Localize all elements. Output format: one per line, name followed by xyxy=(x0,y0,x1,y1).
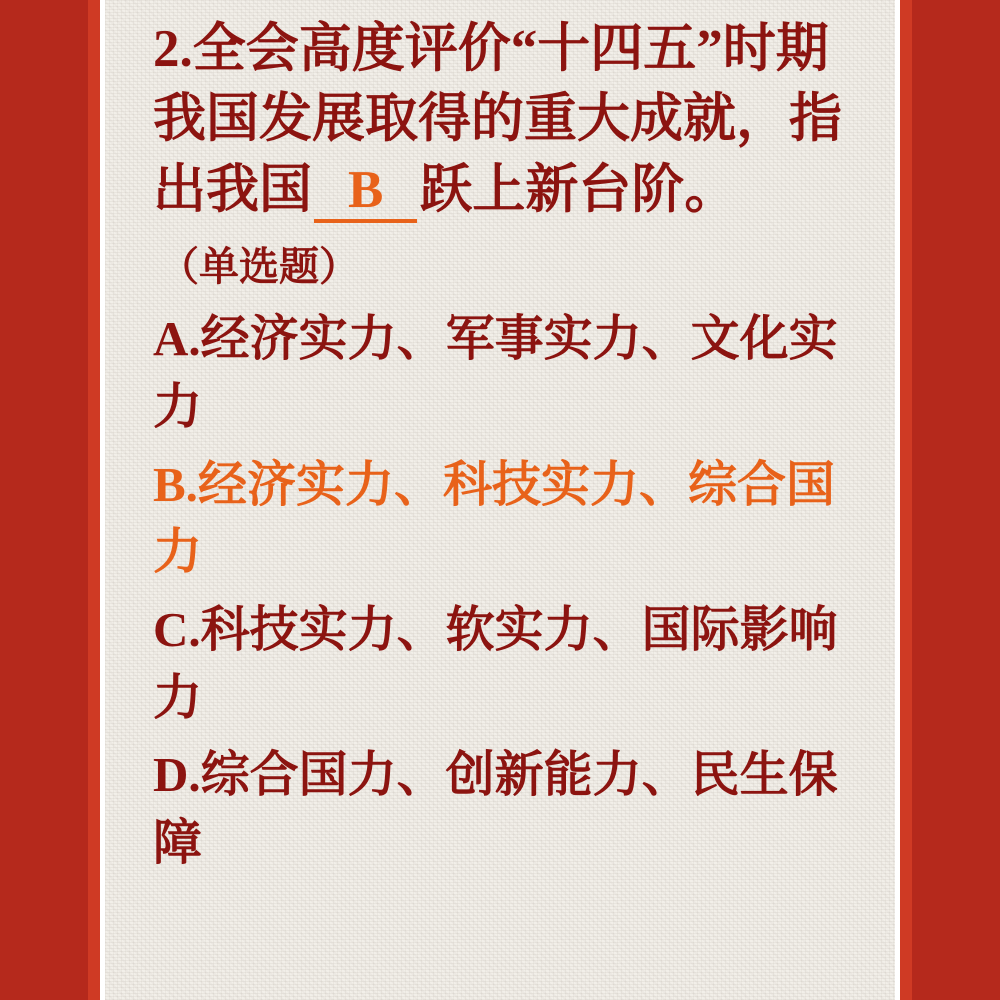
option-c-text: 科技实力、软实力、国际影响力 xyxy=(153,601,838,725)
question-type-label: （单选题） xyxy=(159,244,359,290)
option-a[interactable] xyxy=(153,305,869,440)
option-c[interactable] xyxy=(153,596,869,731)
option-d[interactable] xyxy=(153,741,869,876)
option-c-label: C. xyxy=(153,601,201,657)
option-list xyxy=(153,305,869,876)
paper-panel xyxy=(105,0,895,1000)
answer-blank: B xyxy=(314,163,417,223)
option-b-label: B. xyxy=(153,456,198,512)
option-d-label: D. xyxy=(153,747,201,803)
option-a-text: 经济实力、军事实力、文化实力 xyxy=(153,311,838,435)
option-b-text: 经济实力、科技实力、综合国力 xyxy=(153,456,835,580)
question-number: 2. xyxy=(153,20,193,78)
question-stem-after-blank: 跃上新台阶。 xyxy=(419,160,738,219)
option-b[interactable] xyxy=(153,451,869,586)
question-stem-before-blank: 全会高度评价“十四五”时期我国发展取得的重大成就，指出我国 xyxy=(153,20,842,219)
option-a-label: A. xyxy=(153,311,201,367)
question-text xyxy=(153,14,869,225)
option-d-text: 综合国力、创新能力、民生保障 xyxy=(153,747,838,870)
